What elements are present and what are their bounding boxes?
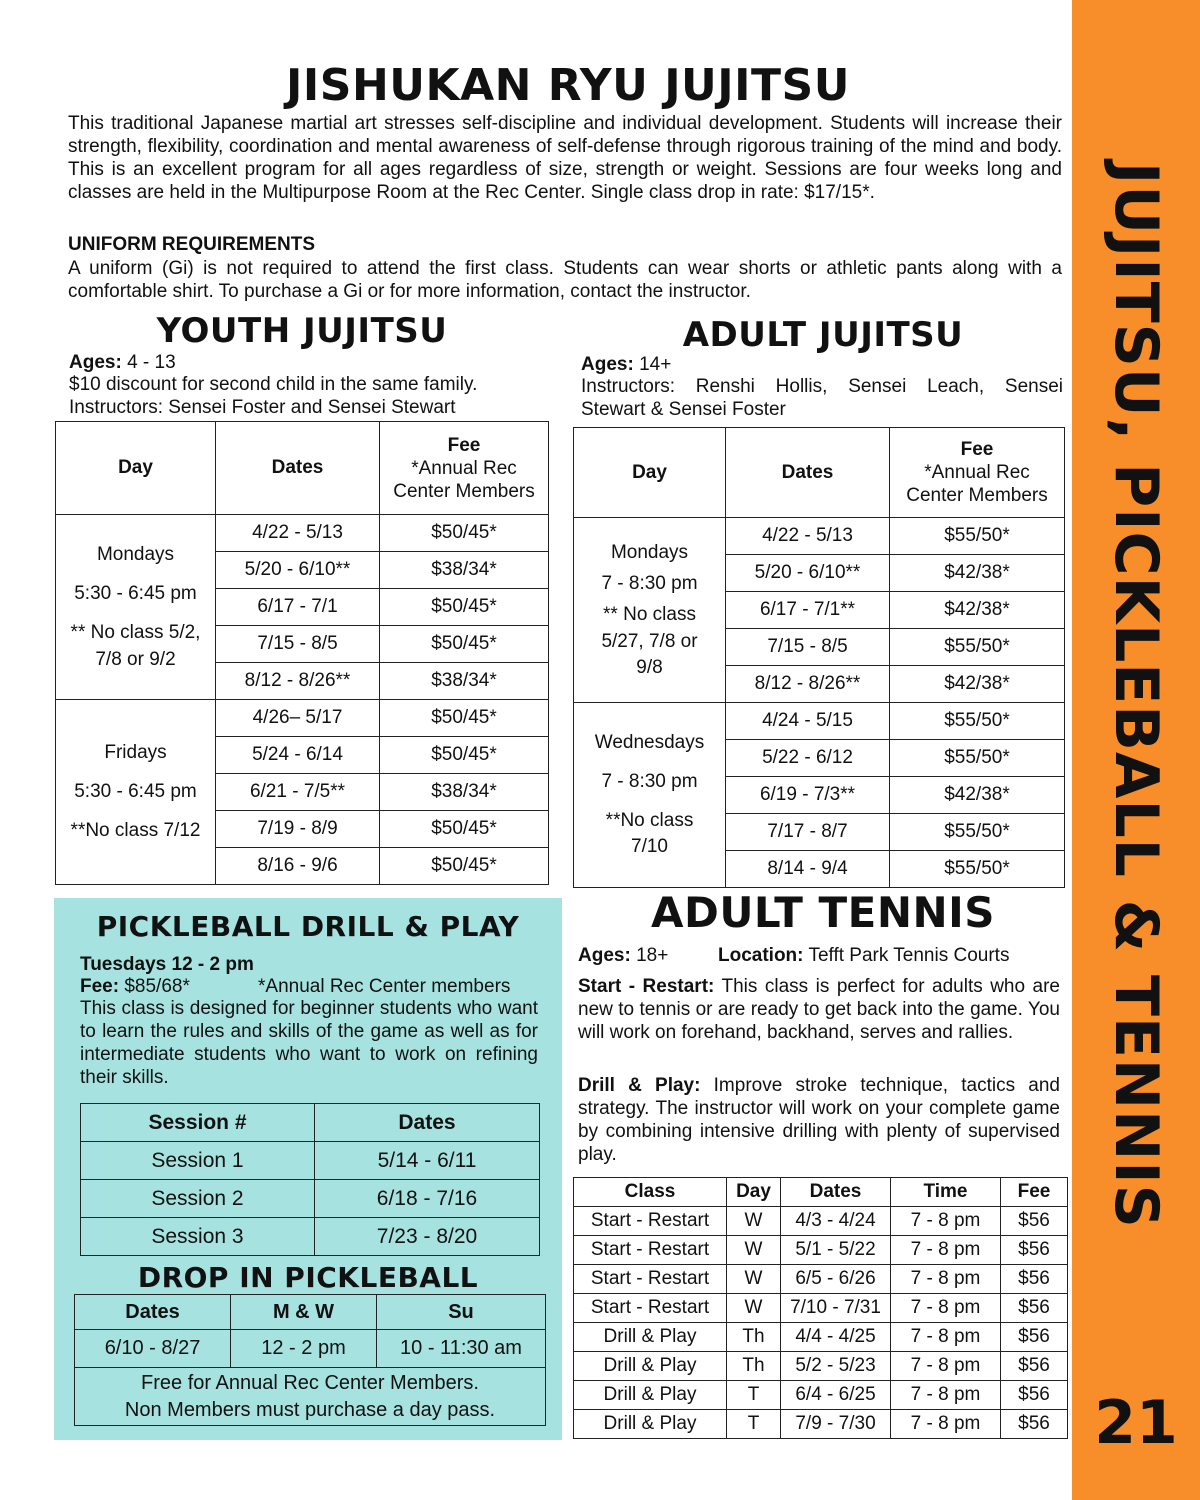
dropin-th-dates: Dates xyxy=(75,1295,231,1330)
dropin-table xyxy=(74,1294,546,1426)
youth-instructors: Instructors: Sensei Foster and Sensei Stewart xyxy=(69,397,456,418)
tn-th-time: Time xyxy=(891,1178,1001,1207)
tn-class: Start - Restart xyxy=(574,1236,727,1265)
dropin-th-su: Su xyxy=(377,1295,546,1330)
uniform-text: A uniform (Gi) is not required to attend the first class. Students can wear shorts or athletic pants along with a comfortable shirt. To purchase a Gi or for more information, contact the instructor. xyxy=(68,258,1062,302)
tennis-drill-text: Improve stroke technique, tactics and strategy. The instructor will work on your complete game by combining intensive drilling with plenty of supervised play. xyxy=(578,1075,1060,1165)
tennis-drill-desc xyxy=(578,1074,1060,1166)
table-row xyxy=(75,1330,546,1368)
youth-fee: $50/45* xyxy=(380,811,549,848)
tennis-drill-label: Drill & Play: xyxy=(578,1075,701,1096)
youth-dates: 8/12 - 8/26** xyxy=(216,663,380,700)
adult-fee: $55/50* xyxy=(890,703,1065,740)
tn-day: T xyxy=(727,1381,781,1410)
adult-dates: 6/17 - 7/1** xyxy=(726,592,890,629)
table-row xyxy=(81,1142,540,1180)
jujitsu-intro: This traditional Japanese martial art stresses self-discipline and individual development. Students will increase their strength, flexibility, coordination and mental awareness of self-defense through rigorous training of the mind and body. This is an excellent program for all ages regardless of size, strength or weight. Sessions are four weeks long and classes are held in the Multipurpose Room at the Rec Center. Single class drop in rate: $17/15*. xyxy=(68,113,1062,203)
adult-fee: $55/50* xyxy=(890,851,1065,888)
adult-fee: $42/38* xyxy=(890,555,1065,592)
adult-fee: $55/50* xyxy=(890,518,1065,555)
youth-fee: $50/45* xyxy=(380,848,549,885)
tennis-location-value: Tefft Park Tennis Courts xyxy=(808,945,1010,966)
adult-dates: 7/15 - 8/5 xyxy=(726,629,890,666)
youth-mon-note1: ** No class 5/2, xyxy=(70,621,201,643)
tn-time: 7 - 8 pm xyxy=(891,1323,1001,1352)
tn-class: Drill & Play xyxy=(574,1352,727,1381)
tn-time: 7 - 8 pm xyxy=(891,1265,1001,1294)
sidebar-title: JUJITSU, PICKLEBALL & TENNIS xyxy=(1101,161,1171,1229)
adult-title: ADULT JUJITSU xyxy=(682,315,964,355)
tennis-ages-value: 18+ xyxy=(636,945,669,966)
pb-th-dates: Dates xyxy=(315,1104,540,1142)
tennis-title: ADULT TENNIS xyxy=(650,888,996,937)
adult-th-fee-1: Fee xyxy=(960,439,994,460)
pb-dates: 5/14 - 6/11 xyxy=(315,1142,540,1180)
adult-wed-note1: **No class xyxy=(605,810,694,831)
tn-fee: $56 xyxy=(1001,1410,1068,1439)
youth-fee: $50/45* xyxy=(380,737,549,774)
youth-dates: 4/26– 5/17 xyxy=(216,700,380,737)
pb-session: Session 3 xyxy=(81,1218,315,1256)
tn-day: Th xyxy=(727,1352,781,1381)
youth-fri-note: **No class 7/12 xyxy=(70,820,201,841)
youth-mondays-cell xyxy=(56,515,216,700)
youth-mon-day: Mondays xyxy=(96,543,175,565)
tennis-start-text: This class is perfect for adults who are new to tennis or are ready to get back into the game. You will work on forehand, backhand, serves and rallies. xyxy=(578,976,1060,1043)
page-number: 21 xyxy=(1094,1388,1178,1458)
youth-fri-day: Fridays xyxy=(104,742,167,763)
dropin-header-row xyxy=(75,1295,546,1330)
adult-th-day: Day xyxy=(574,428,726,518)
youth-th-fee xyxy=(380,422,549,515)
youth-dates: 5/24 - 6/14 xyxy=(216,737,380,774)
pickleball-fee-note: *Annual Rec Center members xyxy=(258,976,511,997)
adult-th-fee-2: *Annual Rec xyxy=(924,462,1030,483)
table-row xyxy=(81,1180,540,1218)
youth-fee: $50/45* xyxy=(380,626,549,663)
tennis-ages-label: Ages: xyxy=(578,945,631,966)
adult-ages-value: 14+ xyxy=(639,354,672,375)
tn-day: W xyxy=(727,1265,781,1294)
tn-time: 7 - 8 pm xyxy=(891,1207,1001,1236)
youth-fee: $38/34* xyxy=(380,774,549,811)
youth-ages xyxy=(69,351,176,374)
tn-th-dates: Dates xyxy=(781,1178,891,1207)
tennis-table xyxy=(573,1177,1068,1439)
table-row xyxy=(574,1323,1068,1352)
pickleball-sessions-table xyxy=(80,1103,540,1256)
dropin-title: DROP IN PICKLEBALL xyxy=(137,1261,479,1294)
tn-dates: 7/9 - 7/30 xyxy=(781,1410,891,1439)
tn-fee: $56 xyxy=(1001,1207,1068,1236)
pb-th-session: Session # xyxy=(81,1104,315,1142)
tn-time: 7 - 8 pm xyxy=(891,1410,1001,1439)
page-title: JISHUKAN RYU JUJITSU xyxy=(286,60,850,111)
adult-wed-time: 7 - 8:30 pm xyxy=(601,771,698,792)
adult-ages xyxy=(581,353,671,376)
sidebar-title-wrap xyxy=(1072,160,1200,1230)
adult-dates: 5/22 - 6/12 xyxy=(726,740,890,777)
youth-discount: $10 discount for second child in the same family. xyxy=(69,374,478,395)
dropin-note-row xyxy=(75,1368,546,1426)
tn-day: Th xyxy=(727,1323,781,1352)
dropin-mw: 12 - 2 pm xyxy=(231,1330,377,1368)
adult-mon-note2: 5/27, 7/8 or xyxy=(601,630,698,652)
adult-fee: $55/50* xyxy=(890,814,1065,851)
youth-ages-label: Ages: xyxy=(69,352,122,373)
tn-fee: $56 xyxy=(1001,1323,1068,1352)
tn-class: Start - Restart xyxy=(574,1294,727,1323)
dropin-note-2: Non Members must purchase a day pass. xyxy=(124,1398,496,1421)
adult-dates: 7/17 - 8/7 xyxy=(726,814,890,851)
table-row xyxy=(574,1410,1068,1439)
tn-class: Drill & Play xyxy=(574,1323,727,1352)
tn-fee: $56 xyxy=(1001,1294,1068,1323)
tn-class: Drill & Play xyxy=(574,1410,727,1439)
adult-fee: $42/38* xyxy=(890,592,1065,629)
tn-dates: 4/4 - 4/25 xyxy=(781,1323,891,1352)
adult-table xyxy=(573,427,1065,888)
adult-dates: 8/14 - 9/4 xyxy=(726,851,890,888)
tn-class: Drill & Play xyxy=(574,1381,727,1410)
tn-time: 7 - 8 pm xyxy=(891,1352,1001,1381)
tn-day: W xyxy=(727,1294,781,1323)
table-row xyxy=(574,1207,1068,1236)
tennis-location xyxy=(718,944,1009,967)
youth-fri-time: 5:30 - 6:45 pm xyxy=(74,781,197,802)
table-row xyxy=(574,1294,1068,1323)
adult-fee: $55/50* xyxy=(890,629,1065,666)
pickleball-fee xyxy=(80,975,190,998)
youth-th-fee-1: Fee xyxy=(447,434,481,456)
tn-fee: $56 xyxy=(1001,1381,1068,1410)
adult-header-row xyxy=(574,428,1065,518)
tn-dates: 5/2 - 5/23 xyxy=(781,1352,891,1381)
adult-dates: 4/22 - 5/13 xyxy=(726,518,890,555)
adult-fee: $42/38* xyxy=(890,666,1065,703)
youth-th-fee-3: Center Members xyxy=(393,480,535,502)
youth-dates: 5/20 - 6/10** xyxy=(216,552,380,589)
adult-th-fee-3: Center Members xyxy=(906,485,1048,506)
youth-fridays-cell xyxy=(56,700,216,885)
tn-time: 7 - 8 pm xyxy=(891,1381,1001,1410)
adult-dates: 4/24 - 5/15 xyxy=(726,703,890,740)
youth-header-row xyxy=(56,422,549,515)
pickleball-header-row xyxy=(81,1104,540,1142)
youth-th-day: Day xyxy=(56,422,216,515)
table-row xyxy=(574,703,1065,740)
pb-dates: 7/23 - 8/20 xyxy=(315,1218,540,1256)
tn-day: W xyxy=(727,1236,781,1265)
tn-dates: 4/3 - 4/24 xyxy=(781,1207,891,1236)
tn-day: T xyxy=(727,1410,781,1439)
dropin-note-1: Free for Annual Rec Center Members. xyxy=(141,1371,479,1394)
adult-ages-label: Ages: xyxy=(581,354,634,375)
youth-fee: $38/34* xyxy=(380,663,549,700)
youth-dates: 6/21 - 7/5** xyxy=(216,774,380,811)
tn-th-class: Class xyxy=(574,1178,727,1207)
tn-dates: 6/5 - 6/26 xyxy=(781,1265,891,1294)
table-row xyxy=(574,1381,1068,1410)
tn-th-fee: Fee xyxy=(1001,1178,1068,1207)
youth-dates: 8/16 - 9/6 xyxy=(216,848,380,885)
table-row xyxy=(56,515,549,552)
adult-th-fee xyxy=(890,428,1065,518)
adult-fee: $42/38* xyxy=(890,777,1065,814)
youth-th-fee-2: *Annual Rec xyxy=(411,457,517,479)
adult-wed-day: Wednesdays xyxy=(594,732,705,753)
adult-th-dates: Dates xyxy=(726,428,890,518)
tn-fee: $56 xyxy=(1001,1236,1068,1265)
youth-fee: $38/34* xyxy=(380,552,549,589)
adult-mondays-cell xyxy=(574,518,726,703)
dropin-dates: 6/10 - 8/27 xyxy=(75,1330,231,1368)
youth-dates: 4/22 - 5/13 xyxy=(216,515,380,552)
adult-fee: $55/50* xyxy=(890,740,1065,777)
tn-fee: $56 xyxy=(1001,1352,1068,1381)
tn-th-day: Day xyxy=(727,1178,781,1207)
tn-day: W xyxy=(727,1207,781,1236)
tn-fee: $56 xyxy=(1001,1265,1068,1294)
tn-time: 7 - 8 pm xyxy=(891,1294,1001,1323)
youth-dates: 6/17 - 7/1 xyxy=(216,589,380,626)
adult-dates: 8/12 - 8/26** xyxy=(726,666,890,703)
youth-title: YOUTH JUJITSU xyxy=(156,311,448,351)
pb-session: Session 1 xyxy=(81,1142,315,1180)
youth-ages-value: 4 - 13 xyxy=(127,352,176,373)
youth-fee: $50/45* xyxy=(380,515,549,552)
pb-session: Session 2 xyxy=(81,1180,315,1218)
tn-time: 7 - 8 pm xyxy=(891,1236,1001,1265)
table-row xyxy=(574,518,1065,555)
tennis-header-row xyxy=(574,1178,1068,1207)
youth-fee: $50/45* xyxy=(380,589,549,626)
youth-th-dates: Dates xyxy=(216,422,380,515)
youth-table xyxy=(55,421,549,885)
pickleball-title: PICKLEBALL DRILL & PLAY xyxy=(96,910,520,943)
adult-dates: 5/20 - 6/10** xyxy=(726,555,890,592)
dropin-th-mw: M & W xyxy=(231,1295,377,1330)
tn-class: Start - Restart xyxy=(574,1265,727,1294)
adult-mon-day: Mondays xyxy=(610,541,689,563)
youth-mon-note2: 7/8 or 9/2 xyxy=(95,648,176,670)
adult-instructors-1: Instructors: Renshi Hollis, Sensei Leach, Sensei xyxy=(581,376,1063,397)
table-row xyxy=(574,1265,1068,1294)
tennis-start-label: Start - Restart: xyxy=(578,976,715,997)
tn-dates: 7/10 - 7/31 xyxy=(781,1294,891,1323)
table-row xyxy=(574,1236,1068,1265)
tn-class: Start - Restart xyxy=(574,1207,727,1236)
youth-dates: 7/15 - 8/5 xyxy=(216,626,380,663)
dropin-note-cell xyxy=(75,1368,546,1426)
tn-dates: 5/1 - 5/22 xyxy=(781,1236,891,1265)
adult-wednesdays-cell xyxy=(574,703,726,888)
pickleball-fee-value: $85/68* xyxy=(124,976,190,997)
youth-dates: 7/19 - 8/9 xyxy=(216,811,380,848)
uniform-heading: UNIFORM REQUIREMENTS xyxy=(68,234,315,255)
dropin-su: 10 - 11:30 am xyxy=(377,1330,546,1368)
tennis-start-desc xyxy=(578,975,1060,1044)
table-row xyxy=(56,700,549,737)
table-row xyxy=(81,1218,540,1256)
pickleball-schedule: Tuesdays 12 - 2 pm xyxy=(80,954,254,975)
adult-mon-note1: ** No class xyxy=(603,603,696,625)
adult-wed-note2: 7/10 xyxy=(631,836,668,857)
tennis-location-label: Location: xyxy=(718,945,804,966)
adult-mon-time: 7 - 8:30 pm xyxy=(601,572,698,594)
pickleball-description: This class is designed for beginner students who want to learn the rules and skills of the game as well as for intermediate students who want to work on refining their skills. xyxy=(80,998,538,1088)
adult-instructors-2: Stewart & Sensei Foster xyxy=(581,399,786,420)
adult-dates: 6/19 - 7/3** xyxy=(726,777,890,814)
tn-dates: 6/4 - 6/25 xyxy=(781,1381,891,1410)
pb-dates: 6/18 - 7/16 xyxy=(315,1180,540,1218)
pickleball-fee-label: Fee: xyxy=(80,976,120,997)
table-row xyxy=(574,1352,1068,1381)
tennis-ages xyxy=(578,944,668,967)
adult-mon-note3: 9/8 xyxy=(636,656,663,678)
youth-mon-time: 5:30 - 6:45 pm xyxy=(74,582,197,604)
youth-fee: $50/45* xyxy=(380,700,549,737)
